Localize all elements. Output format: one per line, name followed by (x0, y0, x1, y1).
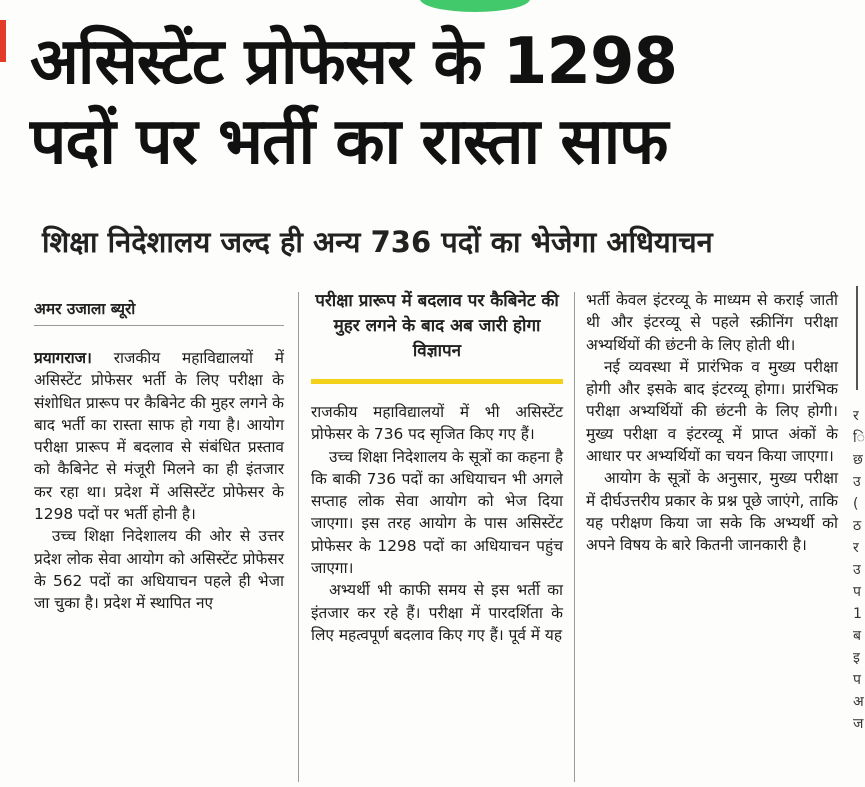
edge-char: ज (853, 716, 864, 732)
column-divider-2 (574, 292, 575, 782)
edge-char: ठ (853, 518, 862, 534)
edge-char: 1 (853, 606, 862, 622)
edge-char: उ (853, 474, 861, 490)
edge-char: र (853, 408, 859, 424)
headline (30, 22, 840, 182)
edge-char: प (853, 672, 861, 688)
headline-line-2: पदों पर भर्ती का रास्ता साफ (30, 105, 668, 179)
highlight-box: परीक्षा प्रारूप में बदलाव पर कैबिनेट की मुहर लगने के बाद अब जारी होगा विज्ञापन (315, 291, 559, 361)
paragraph: उच्च शिक्षा निदेशालय की ओर से उत्तर प्रदेश लोक सेवा आयोग को असिस्टेंट प्रोफेसर के 562 पदों का अधियाचन पहले ही भेजा जा चुका है। प्रदेश में स्थापित नए (34, 527, 284, 613)
edge-char: प (853, 584, 861, 600)
article-column-1 (34, 347, 284, 615)
paragraph: राजकीय महाविद्यालयों में भी असिस्टेंट प्रोफेसर के 736 पद सृजित किए गए हैं। (311, 403, 563, 444)
adjacent-article-border (856, 286, 865, 390)
byline: अमर उजाला ब्यूरो (34, 300, 136, 318)
edge-char: ि (853, 430, 865, 446)
paragraph (34, 347, 284, 525)
article-column-2 (311, 401, 563, 646)
paragraph: नई व्यवस्था में प्रारंभिक व मुख्य परीक्षा होगी और इसके बाद इंटरव्यू होगा। प्रारंभिक परीक्षा अभ्यर्थियों की छंटनी के लिए होगी। मुख्य परीक्षा व इंटरव्यू में प्राप्त अंकों के आधार पर अभ्यर्थियों का चयन किया जाएगा। (586, 357, 838, 466)
edge-char: इ (853, 650, 860, 666)
section-tag-shape (420, 0, 530, 12)
edge-char: अ (853, 694, 864, 710)
headline-line-1: असिस्टेंट प्रोफेसर के 1298 (30, 25, 678, 99)
highlight-underline (311, 379, 563, 384)
article-column-3 (586, 289, 838, 557)
paragraph: उच्च शिक्षा निदेशालय के सूत्रों का कहना है कि बाकी 736 पदों का अधियाचन भी अगले सप्ताह लोक सेवा आयोग को भेज दिया जाएगा। इस तरह आयोग के पास असिस्टेंट प्रोफेसर के 1298 पदों का अधियाचन पहुंच जाएगा। (311, 447, 563, 578)
edge-char: ब (853, 628, 861, 644)
paragraph-text: राजकीय महाविद्यालयों में असिस्टेंट प्रोफेसर भर्ती के लिए परीक्षा के संशोधित प्रारूप पर कैबिनेट की मुहर लगने के बाद भर्ती का रास्ता साफ हो गया है। आयोग परीक्षा प्रारूप में बदलाव से संबंधित प्रस्ताव को कैबिनेट से मंजूरी मिलने का ही इंतजार कर रहा था। प्रदेश में असिस्टेंट प्रोफेसर के 1298 पदों पर भर्ती होनी है। (34, 349, 284, 524)
column-divider-1 (298, 292, 299, 782)
paragraph: आयोग के सूत्रों के अनुसार, मुख्य परीक्षा में दीर्घउत्तरीय प्रकार के प्रश्न पूछे जाएंगे, ताकि यह परीक्षण किया जा सके कि अभ्यर्थी को अपने विषय के बारे कितनी जानकारी है। (586, 469, 838, 555)
paragraph: भर्ती केवल इंटरव्यू के माध्यम से कराई जाती थी और इंटरव्यू से पहले स्क्रीनिंग परीक्षा अभ्यर्थियों की छंटनी के लिए होती थी। (586, 291, 838, 354)
edge-char: छ (853, 452, 863, 468)
subheadline: शिक्षा निदेशालय जल्द ही अन्य 736 पदों का भेजेगा अधियाचन (42, 225, 713, 259)
adjacent-article-fragment (853, 405, 865, 785)
byline-divider (34, 325, 284, 326)
edge-char: उ (853, 562, 861, 578)
paragraph: अभ्यर्थी भी काफी समय से इस भर्ती का इंतजार कर रहे हैं। परीक्षा में पारदर्शिता के लिए महत्वपूर्ण बदलाव किए गए हैं। पूर्व में यह (311, 581, 563, 644)
accent-bar (0, 20, 6, 62)
dateline: प्रयागराज। (34, 349, 92, 367)
edge-char: र (853, 540, 859, 556)
edge-char: ( (853, 496, 859, 512)
